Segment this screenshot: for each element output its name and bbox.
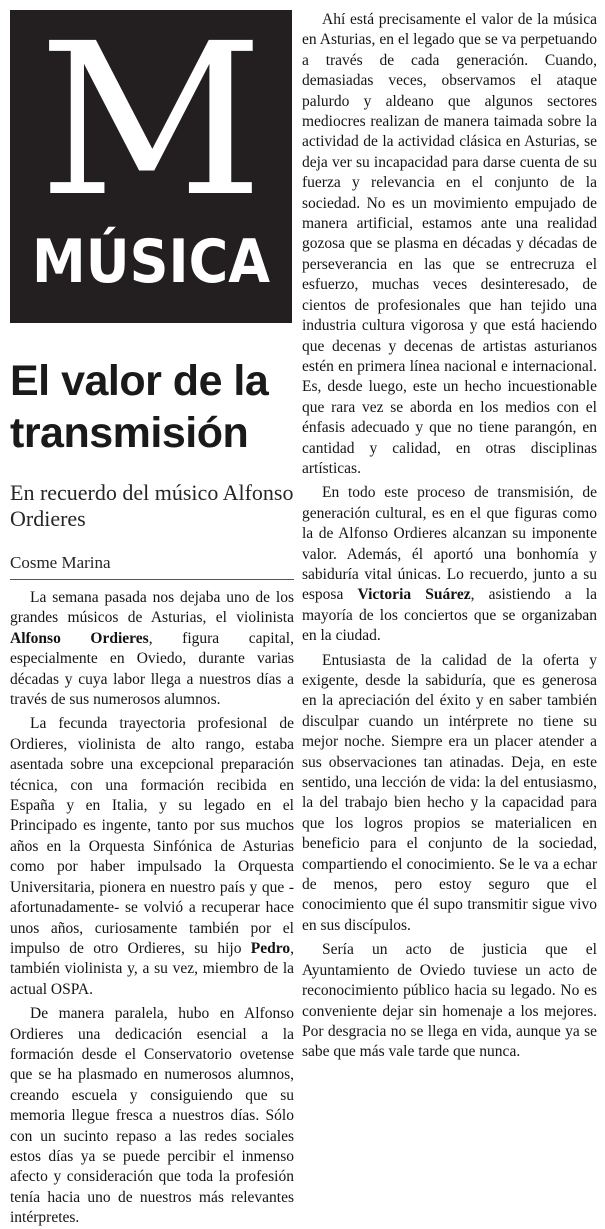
paragraph-7: Sería un acto de justicia que el Ayuntamiento de Oviedo tuviese un acto de reconocimiento público hacia su legado. No es conveniente dejar sin homenaje a los mejores. Por desgracia no se llega en vida, aunque ya se sabe que más vale tarde que nunca. [302, 941, 597, 1061]
person-name: Victoria Suárez [357, 586, 471, 604]
paragraph-4: Ahí está precisamente el valor de la música en Asturias, en el legado que se va perpetuando a través de cada generación. Cuando, demasiadas veces, observamos el ataque palurdo y aldeano que algunos sectores mediocres realizan de manera taimada sobre la actividad de la actividad clásica en Asturias, se deja ver su incapacidad para darse cuenta de su fuerza y relevancia en el conjunto de la sociedad. No es un movimiento empujado de manera artificial, estamos ante una realidad gozosa que se plasma en décadas y décadas de perseverancia en las que se entrecruza el esfuerzo, muchas veces desinteresado, de cientos de profesionales que han tejido una industria cultura vigorosa y que está haciendo que decenas y decenas de artistas asturianos estén en primera línea nacional e internacional. Es, desde luego, este un hecho incuestionable que rara vez se aborda en los medios con el énfasis adecuado y que no tiene parangón, en cantidad y calidad, en otras disciplinas artísticas. [302, 11, 597, 477]
article-body-right [302, 6, 597, 1063]
subheadline: En recuerdo del músico Alfonso Ordieres [10, 480, 294, 531]
article-body-left [10, 588, 294, 1229]
byline: Cosme Marina [10, 553, 294, 580]
person-name: Alfonso Ordieres [10, 629, 149, 647]
section-masthead [10, 10, 292, 323]
section-name: MÚSICA [32, 227, 270, 297]
paragraph-5: En todo este proceso de transmisión, de generación cultural, es en el que figuras como la de Alfonso Ordieres alcanzan su imponente valor. Además, él aportó una bonhomía y sabiduría vital únicas. Lo recuerdo, junto a su esposa Victoria Suárez, asistiendo a la mayoría de los conciertos que se organizaban en la ciudad. [302, 484, 597, 645]
paragraph-1: La semana pasada nos dejaba uno de los grandes músicos de Asturias, el violinista Alfonso Ordieres, figura capital, especialmente en Oviedo, durante varias décadas y cuya labor llega a nuestros días a través de sus numerosos alumnos. [10, 589, 294, 709]
paragraph-3: De manera paralela, hubo en Alfonso Ordieres una dedicación esencial a la formación desde el Conservatorio ovetense que se ha plasmado en numerosos alumnos, creando escuela y consiguiendo que su memoria llegue fresca a nuestros días. Sólo con un sucinto repaso a las redes sociales estos días ya se puede percibir el inmenso afecto y consideración que toda la profesión tenía hacia uno de nuestros más relevantes intérpretes. [10, 1005, 294, 1227]
headline: El valor de la transmisión [10, 357, 269, 457]
left-column [10, 0, 294, 1227]
person-name: Pedro [250, 939, 291, 957]
paragraph-2: La fecunda trayectoria profesional de Ordieres, violinista de alto rango, estaba asentada sobre una excepcional preparación técnica, con una formación recibida en España y en Italia, y su legado en el Principado es ingente, tanto por sus muchos años en la Orquesta Sinfónica de Asturias como por haber impulsado la Orquesta Universitaria, pionera en nuestro país y que -afortunadamente- se volvió a recuperar hace unos años, curiosamente también por el impulso de otro Ordieres, su hijo Pedro, también violinista y, a su vez, miembro de la actual OSPA. [10, 715, 294, 998]
masthead-letter: M [38, 10, 264, 243]
right-column [302, 0, 597, 1200]
paragraph-6: Entusiasta de la calidad de la oferta y exigente, desde la sabiduría, que es generosa en la apreciación del éxito y en saber también disculpar cuando un intérprete no tiene su mejor noche. Siempre era un placer atender a sus observaciones tan atinadas. Deja, en este sentido, una lección de vida: la del entusiasmo, la del trabajo bien hecho y la capacidad para que los logros propios se materialicen en beneficio para el conjunto de la sociedad, compartiendo el conocimiento. Se le va a echar de menos, pero estoy seguro que el conocimiento que él supo transmitir sigue vivo en sus discípulos. [302, 651, 597, 934]
